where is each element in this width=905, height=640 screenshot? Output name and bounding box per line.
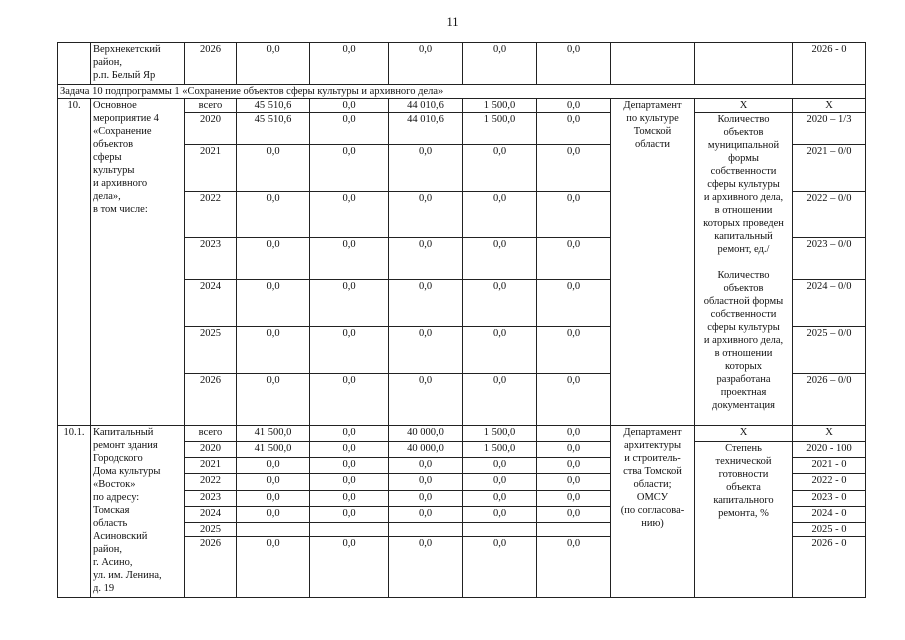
value-cell: 40 000,0 <box>389 426 463 442</box>
value-cell: 1 500,0 <box>463 442 537 458</box>
value-cell: 1 500,0 <box>463 113 537 145</box>
year-cell: всего <box>185 99 237 113</box>
indicator-cell: Количество объектов муниципальной формы собственности сферы культуры и архивного дела, в отношении которых проведен капитальный ремонт, ед./ Количество объектов областной формы собственности сферы культуры и архивного дела, в отношении которых разработана проектная документация <box>695 113 793 426</box>
value-cell: 0,0 <box>389 280 463 327</box>
value-cell <box>389 523 463 537</box>
year-cell: всего <box>185 426 237 442</box>
table-body <box>58 43 866 598</box>
value-cell: 0,0 <box>537 426 611 442</box>
indicator-cell <box>695 43 793 85</box>
value-cell: 44 010,6 <box>389 113 463 145</box>
year-cell: 2020 <box>185 113 237 145</box>
value-cell: 0,0 <box>237 280 310 327</box>
value-cell: 0,0 <box>389 43 463 85</box>
value-cell: 0,0 <box>237 491 310 507</box>
value-cell: 0,0 <box>389 327 463 374</box>
value-cell: 0,0 <box>463 238 537 280</box>
value-cell: 0,0 <box>537 145 611 192</box>
table-row <box>58 99 866 113</box>
value-cell: 0,0 <box>389 537 463 598</box>
value-cell: 0,0 <box>310 537 389 598</box>
value-cell: 0,0 <box>237 327 310 374</box>
value-cell: 0,0 <box>537 113 611 145</box>
result-cell: 2025 – 0/0 <box>793 327 866 374</box>
value-cell: 0,0 <box>310 113 389 145</box>
value-cell: 0,0 <box>537 507 611 523</box>
value-cell: 0,0 <box>310 238 389 280</box>
program-table <box>57 42 866 598</box>
executor-cell: Департамент по культуре Томской области <box>611 99 695 426</box>
result-cell: 2022 – 0/0 <box>793 192 866 238</box>
year-cell: 2022 <box>185 192 237 238</box>
value-cell: 0,0 <box>237 458 310 474</box>
year-cell: 2023 <box>185 238 237 280</box>
value-cell: 0,0 <box>537 442 611 458</box>
row-number-cell: 10.1. <box>58 426 91 598</box>
value-cell: 0,0 <box>463 537 537 598</box>
value-cell: 0,0 <box>237 474 310 491</box>
value-cell: 0,0 <box>463 192 537 238</box>
value-cell: 0,0 <box>537 43 611 85</box>
year-cell: 2021 <box>185 145 237 192</box>
result-head-cell: Х <box>793 426 866 442</box>
result-cell: 2025 - 0 <box>793 523 866 537</box>
value-cell: 0,0 <box>463 491 537 507</box>
measure-name-cell: Основное мероприятие 4 «Сохранение объектов сферы культуры и архивного дела», в том числе: <box>91 99 185 426</box>
value-cell: 0,0 <box>537 458 611 474</box>
value-cell: 0,0 <box>310 43 389 85</box>
result-cell: 2023 - 0 <box>793 491 866 507</box>
value-cell: 0,0 <box>237 192 310 238</box>
year-cell: 2024 <box>185 280 237 327</box>
result-cell: 2021 - 0 <box>793 458 866 474</box>
table-row <box>58 43 866 85</box>
value-cell: 0,0 <box>463 507 537 523</box>
result-cell: 2026 – 0/0 <box>793 374 866 426</box>
value-cell: 0,0 <box>463 474 537 491</box>
value-cell: 0,0 <box>537 192 611 238</box>
value-cell: 0,0 <box>537 491 611 507</box>
year-cell: 2023 <box>185 491 237 507</box>
row-number-cell <box>58 43 91 85</box>
year-cell: 2025 <box>185 523 237 537</box>
value-cell: 0,0 <box>237 43 310 85</box>
value-cell: 0,0 <box>310 374 389 426</box>
value-cell: 0,0 <box>310 442 389 458</box>
year-cell: 2021 <box>185 458 237 474</box>
result-cell: 2024 - 0 <box>793 507 866 523</box>
district-name-cell: Верхнекетский район, р.п. Белый Яр <box>91 43 185 85</box>
value-cell: 0,0 <box>537 327 611 374</box>
value-cell: 0,0 <box>389 474 463 491</box>
measure-name-cell: Капитальный ремонт здания Городского Дома культуры «Восток» по адресу: Томская область Асиновский район, г. Асино, ул. им. Ленина, д. 19 <box>91 426 185 598</box>
executor-cell <box>611 43 695 85</box>
row-number-cell: 10. <box>58 99 91 426</box>
value-cell: 0,0 <box>537 474 611 491</box>
executor-cell: Департамент архитектуры и строитель- ства Томской области; ОМСУ (по согласова- нию) <box>611 426 695 598</box>
year-cell: 2026 <box>185 537 237 598</box>
value-cell: 0,0 <box>463 458 537 474</box>
value-cell: 0,0 <box>537 374 611 426</box>
value-cell: 0,0 <box>389 238 463 280</box>
value-cell: 0,0 <box>310 145 389 192</box>
value-cell: 0,0 <box>389 458 463 474</box>
value-cell: 0,0 <box>389 374 463 426</box>
task-heading: Задача 10 подпрограммы 1 «Сохранение объектов сферы культуры и архивного дела» <box>58 85 866 99</box>
result-head-cell: Х <box>793 99 866 113</box>
value-cell: 0,0 <box>310 99 389 113</box>
result-cell: 2020 – 1/3 <box>793 113 866 145</box>
year-cell: 2026 <box>185 43 237 85</box>
value-cell: 40 000,0 <box>389 442 463 458</box>
value-cell: 0,0 <box>389 491 463 507</box>
value-cell: 0,0 <box>310 280 389 327</box>
value-cell: 0,0 <box>310 458 389 474</box>
value-cell: 41 500,0 <box>237 442 310 458</box>
value-cell: 1 500,0 <box>463 426 537 442</box>
value-cell: 0,0 <box>537 537 611 598</box>
table-row <box>58 426 866 442</box>
value-cell: 0,0 <box>310 426 389 442</box>
value-cell: 44 010,6 <box>389 99 463 113</box>
indicator-head-cell: Х <box>695 426 793 442</box>
value-cell: 0,0 <box>463 280 537 327</box>
page-number: 11 <box>446 15 459 29</box>
value-cell: 45 510,6 <box>237 99 310 113</box>
value-cell: 0,0 <box>537 99 611 113</box>
year-cell: 2020 <box>185 442 237 458</box>
year-cell: 2026 <box>185 374 237 426</box>
value-cell: 0,0 <box>389 192 463 238</box>
value-cell: 0,0 <box>237 537 310 598</box>
value-cell <box>463 523 537 537</box>
value-cell: 0,0 <box>310 327 389 374</box>
indicator-cell: Степень технической готовности объекта капитального ремонта, % <box>695 442 793 598</box>
value-cell: 0,0 <box>310 192 389 238</box>
task-heading-row <box>58 85 866 99</box>
value-cell: 45 510,6 <box>237 113 310 145</box>
value-cell <box>310 523 389 537</box>
value-cell: 0,0 <box>463 374 537 426</box>
result-cell: 2022 - 0 <box>793 474 866 491</box>
result-cell: 2026 - 0 <box>793 537 866 598</box>
value-cell: 0,0 <box>237 374 310 426</box>
value-cell: 0,0 <box>389 145 463 192</box>
value-cell: 41 500,0 <box>237 426 310 442</box>
year-cell: 2022 <box>185 474 237 491</box>
value-cell: 0,0 <box>310 474 389 491</box>
value-cell: 0,0 <box>237 238 310 280</box>
year-cell: 2024 <box>185 507 237 523</box>
year-cell: 2025 <box>185 327 237 374</box>
result-cell: 2026 - 0 <box>793 43 866 85</box>
indicator-head-cell: Х <box>695 99 793 113</box>
result-cell: 2020 - 100 <box>793 442 866 458</box>
result-cell: 2021 – 0/0 <box>793 145 866 192</box>
value-cell: 1 500,0 <box>463 99 537 113</box>
value-cell: 0,0 <box>537 280 611 327</box>
value-cell: 0,0 <box>463 145 537 192</box>
result-cell: 2023 – 0/0 <box>793 238 866 280</box>
value-cell: 0,0 <box>310 491 389 507</box>
value-cell: 0,0 <box>537 238 611 280</box>
value-cell: 0,0 <box>389 507 463 523</box>
value-cell: 0,0 <box>463 327 537 374</box>
value-cell <box>537 523 611 537</box>
result-cell: 2024 – 0/0 <box>793 280 866 327</box>
value-cell: 0,0 <box>237 507 310 523</box>
value-cell: 0,0 <box>237 145 310 192</box>
value-cell: 0,0 <box>463 43 537 85</box>
value-cell: 0,0 <box>310 507 389 523</box>
value-cell <box>237 523 310 537</box>
